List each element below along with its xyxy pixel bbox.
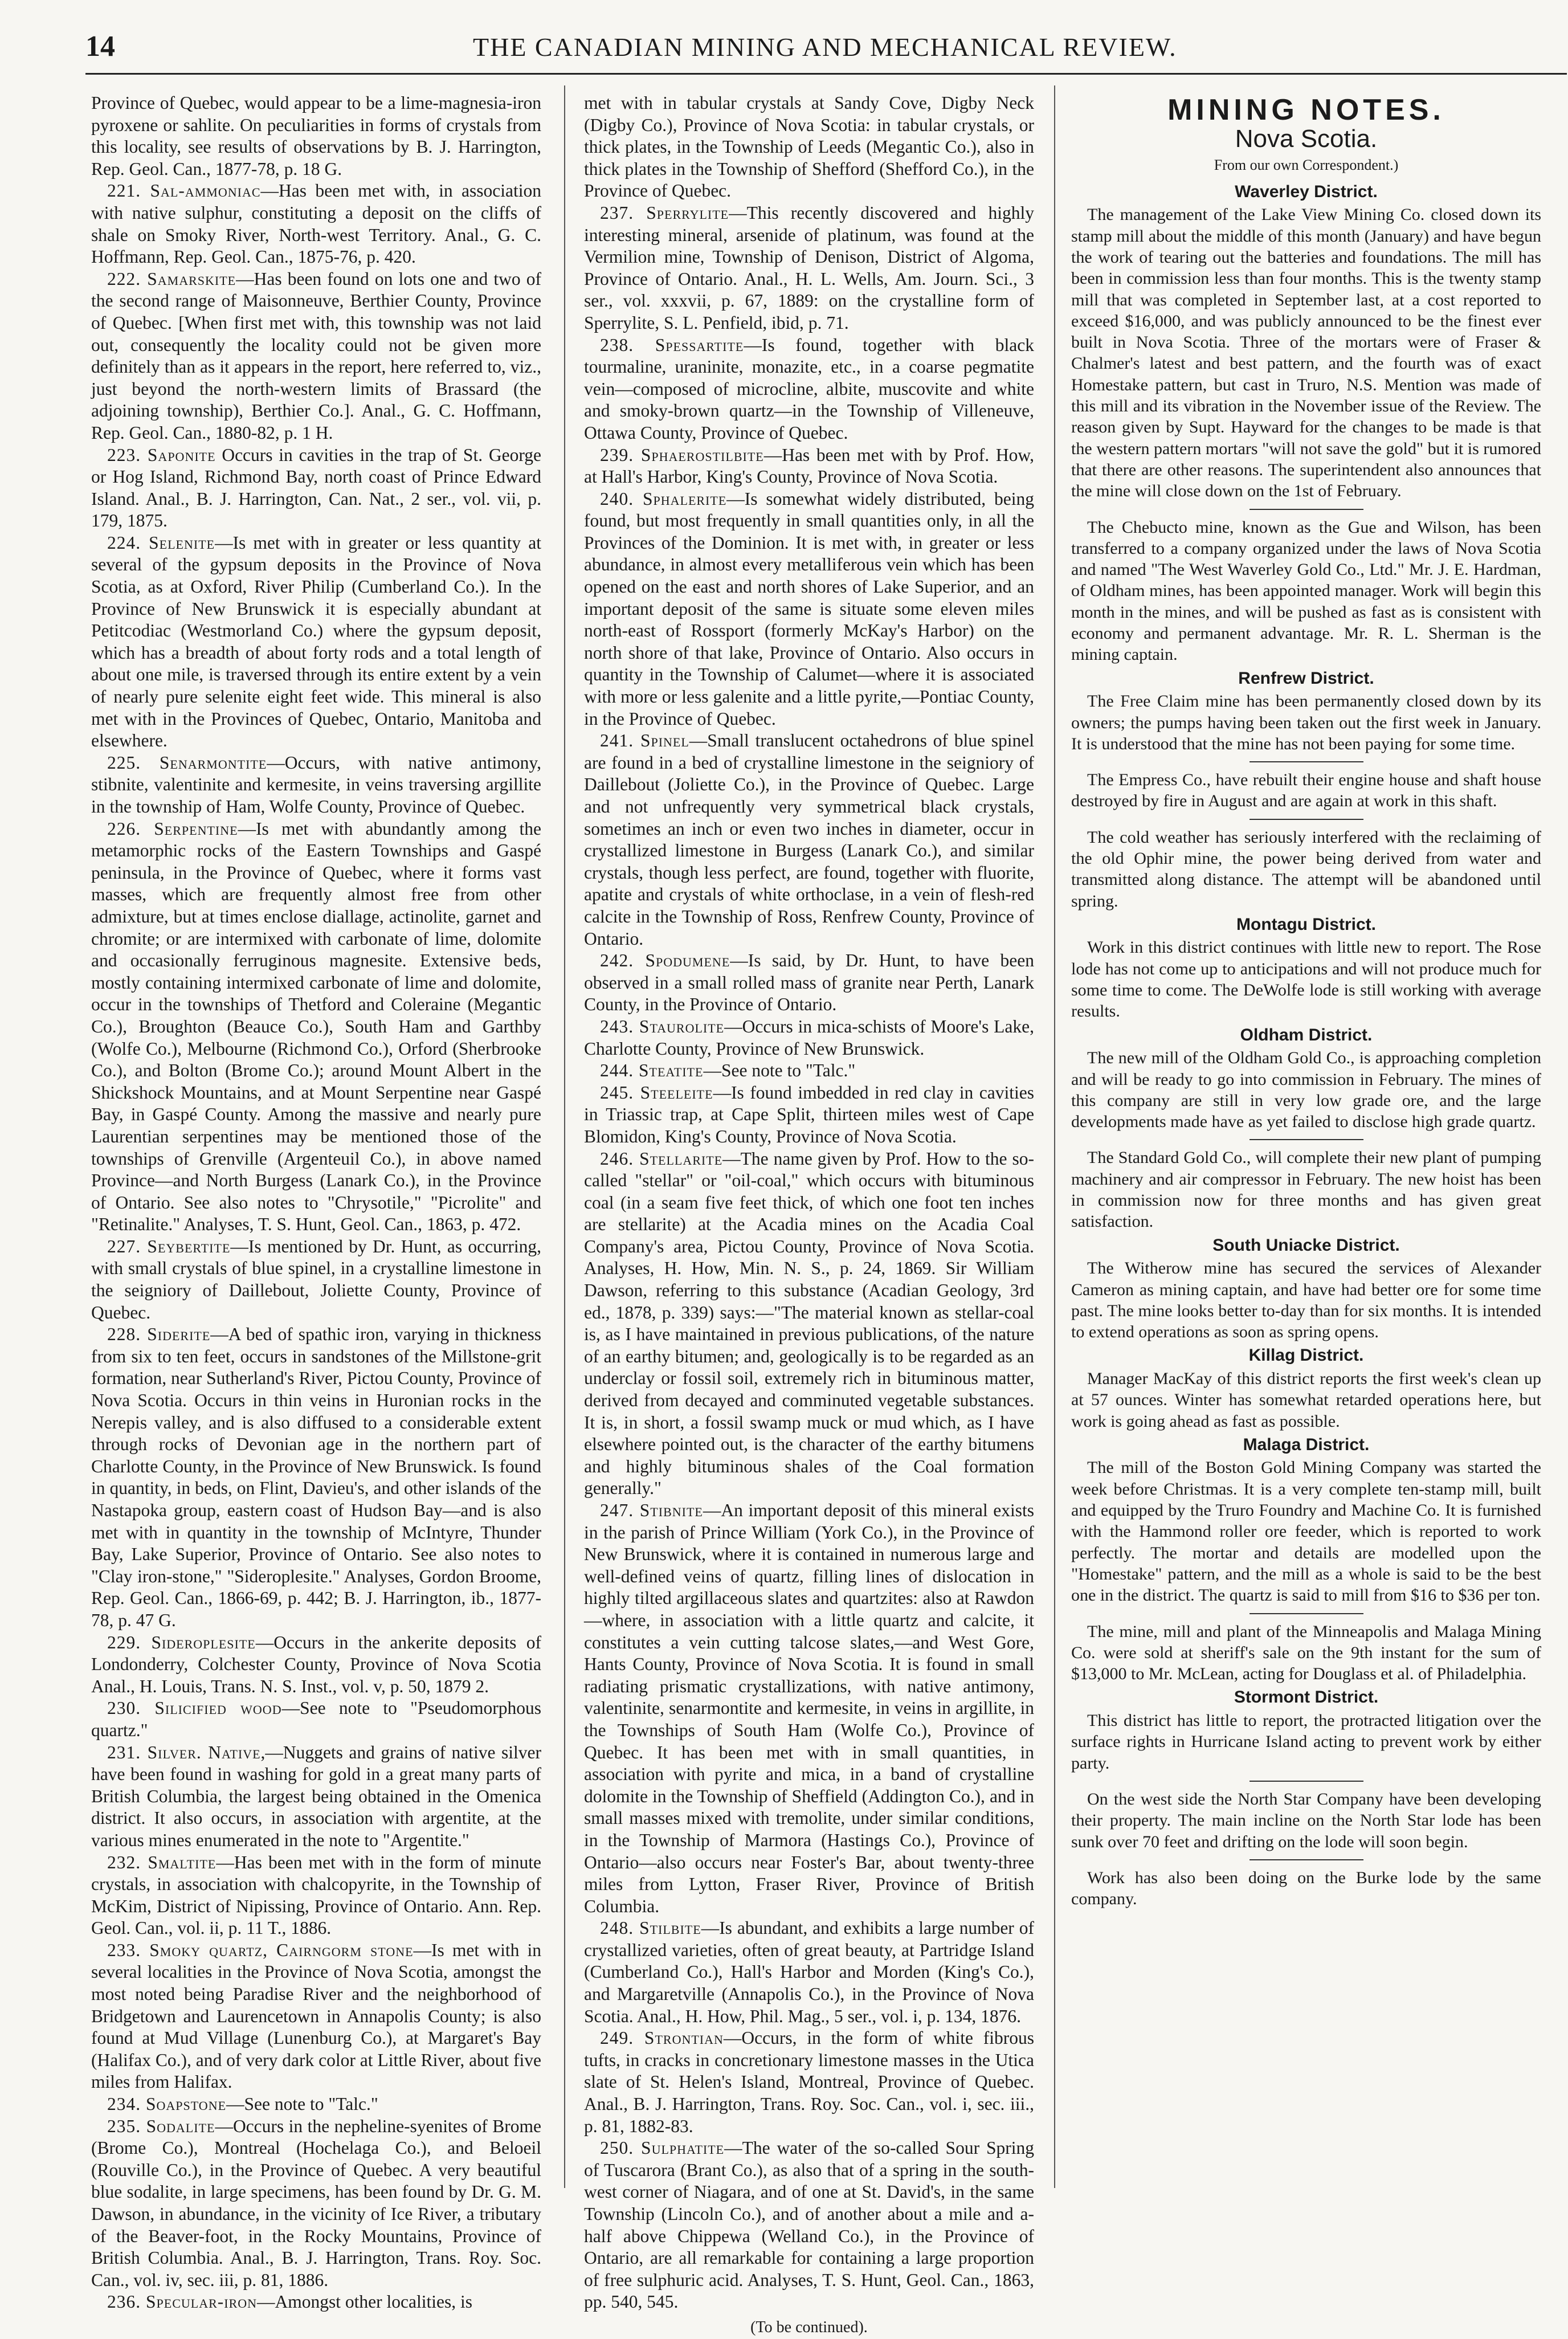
- to-be-continued: (To be continued).: [750, 2318, 868, 2336]
- page-header: [85, 26, 1567, 66]
- column-one: [91, 92, 542, 2312]
- entry-text: —Has been met with in the form of minute crystals, in association with chalcopyrite, in the Township of McKim, District of Nipissing, Province of Ontario. Ann. Rep. Geol. Can., vol. ii, p. 11 T., 1886.: [91, 1852, 541, 1938]
- entry-text: —See note to "Pseudomorphous quartz.": [91, 1698, 541, 1740]
- entry-text: —See note to "Talc.": [703, 1060, 856, 1081]
- entry-text: Province of Quebec, would appear to be a lime-magnesia-iron pyroxene or sahlite. On peculiarities in forms of crystals from this locality, see results of observations by B. J. Harrington, Rep. Geol. Can., 1877-78, p. 18 G.: [91, 93, 541, 179]
- entry-text: —Occurs in the nepheline-syenites of Brome (Brome Co.), Montreal (Hochelaga Co.), and Beloeil (Rouville Co.), in the Province of Quebec. A very beautiful blue sodalite, in large specimens, has been found by Dr. G. M. Dawson, in abundance, in the vicinity of Ice River, a tributary of the Beaver-foot, in the Rocky Mountains, Province of British Columbia. Anal., B. J. Harrington, Trans. Roy. Soc. Can., vol. iv, sec. iii, p. 81, 1886.: [91, 2116, 541, 2290]
- district-heading: Stormont District.: [1234, 1688, 1379, 1707]
- entry-label: 223. Saponite: [107, 444, 216, 465]
- mineral-entry: [584, 1060, 1034, 1082]
- news-paragraph: The Empress Co., have rebuilt their engine house and shaft house destroyed by fire in August and are again at work in this shaft.: [1071, 770, 1541, 811]
- entry-text: —Has been found on lots one and two of the second range of Maisonneuve, Berthier County, Province of Quebec. [When first met with, this township was not laid out, consequently the locality could not be given more definitely than as it appears in the report, here referred to, viz., just beyond the north-western limits of Brassard (the adjoining township), Berthier Co.]. Anal., G. C. Hoffmann, Rep. Geol. Can., 1880-82, p. 1 H.: [91, 268, 541, 443]
- news-paragraph: The Chebucto mine, known as the Gue and Wilson, has been transferred to a company organized under the laws of Nova Scotia and named "The West Waverley Gold Co., Ltd." Mr. J. E. Hardman, of Oldham mines, has been appointed manager. Work will begin this month in the mines, and will be pushed as fast as is consistent with economy and permanent advantage. Mr. R. L. Sherman is the mining captain.: [1071, 517, 1541, 664]
- entry-text: —Is met with in greater or less quantity at several of the gypsum deposits in the Province of Nova Scotia, as at Oxford, River Philip (Cumberland Co.). In the Province of New Brunswick it is especially abundant at Petitcodiac (Westmorland Co.) where the gypsum deposit, which has a breadth of about forty rods and a total length of about one mile, is traversed through its entire extent by a vein of nearly pure selenite eight feet wide. This mineral is also met with in the Provinces of Quebec, Ontario, Manitoba and elsewhere.: [91, 532, 541, 751]
- mineral-entry: [91, 1324, 541, 1631]
- news-paragraph: Manager MacKay of this district reports the first week's clean up at 57 ounces. Winter has somewhat retarded operations here, but work is going ahead as fast as possible.: [1071, 1369, 1541, 1431]
- mining-notes-column: [1071, 92, 1541, 2178]
- entry-label: 241. Spinel: [600, 730, 689, 751]
- entry-label: 240. Sphalerite: [600, 488, 727, 509]
- column-divider: [564, 85, 565, 2188]
- entry-label: 245. Steeleite: [600, 1082, 713, 1103]
- entry-label: 231. Silver. Native: [107, 1742, 261, 1762]
- entry-label: 238. Spessartite: [600, 334, 744, 355]
- entry-text: —An important deposit of this mineral exists in the parish of Prince William (York Co.), in the Province of New Brunswick, where it is contained in numerous large and well-defined veins of quartz, filling lines of dislocation in highly tilted argillaceous slates and quartzites: also at Rawdon—where, in association with a little quartz and calcite, it constitutes a vein cutting talcose slates,—and West Gore, Hants County, Province of Nova Scotia. It is found in small radiating prismatic crystallizations, with native antimony, valentinite, senarmontite and kermesite, in veins in argillite, in the Townships of South Ham (Wolfe Co.), Province of Quebec. It has been met with in small quantities, in association with pyrite and mica, in a band of crystalline dolomite in the Township of Sheffield (Addington Co.), and in small masses mixed with tremolite, under similar conditions, in the Township of Marmora (Hastings Co.), Province of Ontario—also occurs near Foster's Bar, about twenty-three miles from Lytton, Fraser River, Province of British Columbia.: [584, 1500, 1034, 1916]
- entry-label: 243. Staurolite: [600, 1016, 725, 1036]
- mineral-entry: [91, 180, 541, 268]
- entry-label: 226. Serpentine: [107, 818, 238, 839]
- mineral-entry: [584, 1917, 1034, 2027]
- news-paragraph: The cold weather has seriously interfered with the reclaiming of the old Ophir mine, the power being derived from water and transmitted along distance. The attempt will be abandoned until spring.: [1071, 827, 1541, 911]
- mineral-entry: [91, 1632, 541, 1698]
- news-paragraph: The mine, mill and plant of the Minneapolis and Malaga Mining Co. were sold at sheriff's sale on the 9th instant for the sum of $13,000 to Mr. McLean, acting for Douglass et al. of Philadelphia.: [1071, 1622, 1541, 1684]
- mineral-entry: [584, 730, 1034, 950]
- entry-text: —Is found, together with black tourmaline, uraninite, monazite, etc., in a coarse pegmatite vein—composed of microcline, albite, muscovite and white and smoky-brown quartz—in the Township of Villeneuve, Ottawa County, Province of Quebec.: [584, 334, 1034, 443]
- entry-label: 225. Senarmontite: [107, 752, 267, 773]
- district-heading: Waverley District.: [1235, 182, 1378, 201]
- entry-text: —Is found imbedded in red clay in cavities in Triassic trap, at Cape Split, thirteen miles west of Cape Blomidon, King's County, Province of Nova Scotia.: [584, 1082, 1034, 1146]
- news-paragraph: This district has little to report, the protracted litigation over the surface rights in Hurricane Island acting to prevent work by either party.: [1071, 1711, 1541, 1773]
- entry-label: 221. Sal-ammoniac: [107, 181, 261, 201]
- note-separator: [1250, 1781, 1363, 1782]
- column-two: [584, 92, 1035, 2336]
- entry-text: —Occurs in the ankerite deposits of Londonderry, Colchester County, Province of Nova Scotia Anal., H. Louis, Trans. N. S. Inst., vol. v, p. 50, 1879 2.: [91, 1632, 541, 1696]
- entry-text: —A bed of spathic iron, varying in thickness from six to ten feet, occurs in sandstones of the Millstone-grit formation, near Sutherland's River, Pictou County, Province of Nova Scotia. Occurs in thin veins in Huronian rocks in the Nerepis valley, and is also diffused to a considerable extent through rocks of Devonian age in the northern part of Charlotte County, in the Province of New Brunswick. Is found in quantity, in beds, on Flint, Davieu's, and other islands of the Nastapoka group, eastern coast of Hudson Bay—and is also met with in quantity in the township of McIntyre, Thunder Bay, Lake Superior, Province of Ontario. See also notes to "Clay iron-stone," "Sideroplesite." Analyses, Gordon Broome, Rep. Geol. Can., 1866-69, p. 442; B. J. Harrington, ib., 1877-78, p. 47 G.: [91, 1324, 541, 1630]
- mineral-entry: [91, 1742, 541, 1852]
- district-heading: South Uniacke District.: [1212, 1235, 1400, 1255]
- mineral-entry: [584, 92, 1034, 202]
- mineral-entry: [584, 2137, 1034, 2313]
- entry-label: 236. Specular-iron: [107, 2292, 258, 2312]
- entry-text: —Has been met with, in association with native sulphur, constituting a deposit on the cliffs of shale on Smoky River, North-west Territory. Anal., G. C. Hoffmann, Rep. Geol. Can., 1875-76, p. 420.: [91, 181, 542, 267]
- news-paragraph: Work in this district continues with little new to report. The Rose lode has not come up to anticipations and will not produce much for some time to come. The DeWolfe lode is still working with average results.: [1071, 938, 1541, 1021]
- running-title: THE CANADIAN MINING AND MECHANICAL REVIEW.: [473, 32, 1177, 62]
- news-paragraph: The mill of the Boston Gold Mining Company was started the week before Christmas. It is a very complete ten-stamp mill, built and equipped by the Truro Foundry and Machine Co. It is furnished with the Hammond roller ore feeder, which is reported to work perfectly. The mortar and details are modelled upon the "Homestake" pattern, and the mill as a whole is said to be the best one in the district. The quartz is said to mill from $16 to $36 per ton.: [1071, 1458, 1541, 1605]
- mineral-entry: [91, 818, 541, 1236]
- entry-text: —Has been met with by Prof. How, at Hall's Harbor, King's County, Province of Nova Scotia.: [584, 444, 1034, 487]
- entry-label: 233. Smoky quartz, Cairngorm stone: [107, 1940, 414, 1960]
- mineral-entry: [91, 1236, 541, 1324]
- news-paragraph: The Standard Gold Co., will complete their new plant of pumping machinery and air compressor in February. The new hoist has been in commission now for three months and has given great satisfaction.: [1071, 1148, 1541, 1231]
- news-paragraph: The management of the Lake View Mining Co. closed down its stamp mill about the middle of this month (January) and have begun the work of tearing out the batteries and foundations. The mill has been in commission less than four months. This is the twenty stamp mill that was completed in September last, at a cost reported to exceed $16,000, and was publicly announced to be the finest ever built in Nova Scotia. Three of the mortars were of Fraser & Chalmer's latest and best pattern, and the fourth was of exact Homestake pattern, but cast in Truro, N.S. Mention was made of this mill and its vibration in the November issue of the Review. The reason given by Supt. Hayward for the changes to be made is that the western pattern mortars "will not save the gold" but it is rumored that there are other reasons. The superintendent also announces that the mine will close down on the 1st of February.: [1071, 205, 1541, 501]
- news-paragraph: On the west side the North Star Company have been developing their property. The main incline on the North Star lode has been sunk over 70 feet and drifting on the lode will soon begin.: [1071, 1789, 1541, 1851]
- mineral-entry: [584, 444, 1034, 488]
- entry-label: 250. Sulphatite: [600, 2138, 725, 2158]
- mineral-entry: [91, 1852, 541, 1940]
- province-heading: Nova Scotia.: [1235, 124, 1378, 153]
- entry-text: —Is somewhat widely distributed, being found, but most frequently in small quantities only, in all the Provinces of the Dominion. It is met with, in greater or less abundance, in almost every metalliferous vein which has been opened on the east and north shores of Lake Superior, and an important deposit of the same is situate some eleven miles north-east of Rossport (formerly McKay's Harbor) on the north shore of that lake, Province of Ontario. Also occurs in quantity in the Township of Calumet—where it is associated with more or less galenite and a little pyrite,—Pontiac County, in the Province of Quebec.: [584, 488, 1034, 729]
- correspondent-byline: From our own Correspondent.): [1214, 157, 1399, 174]
- entry-text: —This recently discovered and highly interesting mineral, arsenide of platinum, was found at the Vermilion mine, Township of Denison, District of Algoma, Province of Ontario. Anal., H. L. Wells, Am. Journ. Sci., 3 ser., vol. xxxvii, p. 67, 1889: on the crystalline form of Sperrylite, S. L. Penfield, ibid, p. 71.: [584, 202, 1034, 333]
- mineral-entry: [584, 950, 1034, 1016]
- mineral-entry: [584, 1500, 1034, 1917]
- entry-label: 228. Siderite: [107, 1324, 211, 1345]
- page-number: 14: [85, 30, 115, 63]
- news-paragraph: Work has also been doing on the Burke lode by the same company.: [1071, 1868, 1541, 1909]
- mineral-entry: [91, 1940, 541, 2093]
- mineral-entry: [91, 444, 541, 532]
- entry-text: —Is mentioned by Dr. Hunt, as occurring, with small crystals of blue spinel, in a crystalline limestone in the seigniory of Daillebout, Joliette County, Province of Quebec.: [91, 1236, 541, 1322]
- mineral-entry: [91, 532, 541, 752]
- entry-text: —Is met with in several localities in the Province of Nova Scotia, amongst the most noted being Paradise River and the neighborhood of Bridgetown and Laurencetown in Annapolis County; is also found at Mud Village (Lunenburg Co.), at Margaret's Bay (Halifax Co.), and of very dark color at Little River, about five miles from Halifax.: [91, 1940, 541, 2092]
- note-separator: [1250, 1139, 1363, 1140]
- mineral-entry: [584, 334, 1034, 444]
- entry-label: 246. Stellarite: [600, 1148, 723, 1169]
- mineral-entry: [91, 268, 541, 444]
- entry-label: 235. Sodalite: [107, 2116, 215, 2136]
- mineral-entry: [584, 1148, 1034, 1500]
- entry-label: 224. Selenite: [107, 532, 215, 553]
- note-separator: [1250, 761, 1363, 762]
- entry-label: 227. Seybertite: [107, 1236, 231, 1256]
- entry-label: 232. Smaltite: [107, 1852, 217, 1872]
- note-separator: [1250, 819, 1363, 820]
- mineral-entry: [584, 1016, 1034, 1060]
- mineral-entry: [584, 1082, 1034, 1148]
- note-separator: [1250, 1859, 1363, 1860]
- district-heading: Malaga District.: [1243, 1435, 1370, 1454]
- entry-label: 239. Sphaerostilbite: [600, 444, 764, 465]
- note-separator: [1250, 1613, 1363, 1614]
- entry-text: —The name given by Prof. How to the so-called "stellar" or "oil-coal," which occurs with bituminous coal (in a seam five feet thick, of which one foot ten inches are stellarite) at the Acadia mines on the Acadia Coal Company's area, Pictou County, Province of Nova Scotia. Analyses, H. How, Min. N. S., p. 24, 1869. Sir William Dawson, referring to this substance (Acadian Geology, 3rd ed., 1878, p. 339) says:—"The material known as stellar-coal is, as I have maintained in previous publications, of the nature of an earthy bitumen; and, geologically is to be regarded as an underclay or fossil soil, extremely rich in bituminous matter, derived from decayed and comminuted vegetable substances. It is, in short, a fossil swamp muck or mud which, as I have elsewhere pointed out, is the character of the earthy bitumens and highly bituminous shales of the Coal formation generally.": [584, 1148, 1034, 1499]
- entry-label: 222. Samarskite: [107, 268, 236, 289]
- entry-text: ,—Nuggets and grains of native silver have been found in washing for gold in a great many parts of British Columbia, the largest being obtained in the Omenica district. It also occurs, in association with argentite, at the various mines enumerated in the note to "Argentite.": [91, 1742, 541, 1850]
- mineral-entry: [584, 202, 1034, 334]
- district-heading: Killag District.: [1248, 1346, 1364, 1365]
- mineral-entry: [91, 2291, 541, 2313]
- entry-label: 244. Steatite: [600, 1060, 704, 1081]
- entry-text: —Is met with abundantly among the metamorphic rocks of the Eastern Townships and Gaspé peninsula, in the Province of Quebec, where it forms vast masses, which are frequently almost free from other admixture, but at times enclose diallage, actinolite, garnet and chromite; or are intermixed with carbonate of lime, dolomite and occasionally ferruginous magnesite. Extensive beds, mostly containing intermixed carbonate of lime and dolomite, occur in the townships of Thetford and Coleraine (Megantic Co.), Broughton (Beauce Co.), South Ham and Garthby (Wolfe Co.), Melbourne (Richmond Co.), Orford (Sherbrooke Co.), and Bolton (Brome Co.); around Mount Albert in the Shickshock Mountains, and at Mount Serpentine near Gaspé Bay, in Gaspé County. Among the massive and nearly pure Laurentian serpentines may be mentioned those of the townships of Grenville (Argenteuil Co.), in above named Province—and North Burgess (Lanark Co.), in the Province of Ontario. See also notes to "Chrysotile," "Picrolite" and "Retinalite." Analyses, T. S. Hunt, Geol. Can., 1863, p. 472.: [91, 818, 541, 1235]
- entry-text: —Occurs, in the form of white fibrous tufts, in cracks in concretionary limestone masses in the Utica slate of St. Helen's Island, Montreal, Province of Quebec. Anal., B. J. Harrington, Trans. Roy. Soc. Can., vol. i, sec. iii., p. 81, 1882-83.: [584, 2028, 1035, 2136]
- mineral-entry: [91, 2116, 541, 2292]
- entry-label: 248. Stilbite: [600, 1918, 701, 1938]
- mineral-entry: [91, 1697, 541, 1741]
- entry-text: Occurs in cavities in the trap of St. George or Hog Island, Richmond Bay, north coast of Prince Edward Island. Anal., B. J. Harrington, Can. Nat., 2 ser., vol. vii, p. 179, 1875.: [91, 444, 541, 531]
- column-divider: [1054, 85, 1055, 2188]
- entry-label: 230. Silicified wood: [107, 1698, 282, 1718]
- entry-text: —Is abundant, and exhibits a large number of crystallized varieties, often of great beauty, at Partridge Island (Cumberland Co.), Hall's Harbor and Morden (King's Co.), and Margaretville (Annapolis Co.), in the Province of Nova Scotia. Anal., H. How, Phil. Mag., 5 ser., vol. i, p. 134, 1876.: [584, 1918, 1034, 2026]
- mineral-entry: [91, 752, 541, 818]
- entry-text: —Small translucent octahedrons of blue spinel are found in a bed of crystalline limestone in the seigniory of Daillebout (Joliette Co.), in the Province of Quebec. Large and not unfrequently very symmetrical black crystals, sometimes an inch or even two inches in diameter, occur in crystallized limestone in Burgess (Lanark Co.), and similar crystals, though less perfect, are found, together with fluorite, apatite and crystals of white orthoclase, in a vein of flesh-red calcite in the Township of Ross, Renfrew County, Province of Ontario.: [584, 730, 1034, 949]
- entry-text: —See note to "Talc.": [226, 2094, 378, 2115]
- district-heading: Renfrew District.: [1238, 668, 1374, 688]
- mineral-entry: [584, 2027, 1034, 2137]
- district-heading: Montagu District.: [1236, 915, 1376, 934]
- news-paragraph: The Witherow mine has secured the services of Alexander Cameron as mining captain, and have had better ore for some time past. The mine looks better to-day than for six months. It is intended to extend operations as soon as spring opens.: [1071, 1259, 1541, 1342]
- entry-text: met with in tabular crystals at Sandy Cove, Digby Neck (Digby Co.), Province of Nova Scotia: in tabular crystals, or thick plates, in the Township of Leeds (Megantic Co.), also in thick plates in the Township of Shefford (Shefford Co.), in the Province of Quebec.: [584, 93, 1034, 201]
- news-paragraph: The Free Claim mine has been permanently closed down by its owners; the pumps having been taken out the first week in January. It is understood that the mine has not been paying for some time.: [1071, 692, 1541, 753]
- entry-text: —The water of the so-called Sour Spring of Tuscarora (Brant Co.), as also that of a spring in the south-west corner of Niagara, and of one at St. David's, in the same Township (Lincoln Co.), and of another about a mile and a-half above Chippewa (Welland Co.), in the Province of Ontario, are all remarkable for containing a large proportion of free sulphuric acid. Analyses, T. S. Hunt, Geol. Can., 1863, pp. 540, 545.: [584, 2138, 1034, 2312]
- note-separator: [1250, 509, 1363, 510]
- entry-label: 242. Spodumene: [600, 950, 730, 971]
- entry-text: —Occurs in mica-schists of Moore's Lake, Charlotte County, Province of New Brunswick.: [584, 1016, 1034, 1059]
- mineral-entry: [584, 488, 1034, 730]
- entry-label: 237. Sperrylite: [600, 202, 729, 223]
- entry-label: 229. Sideroplesite: [107, 1632, 256, 1652]
- entry-label: 234. Soapstone: [107, 2094, 227, 2115]
- entry-label: 249. Strontian: [600, 2028, 724, 2048]
- mineral-entry: [91, 2093, 541, 2116]
- news-paragraph: The new mill of the Oldham Gold Co., is approaching completion and will be ready to go into commission in February. The mines of this company are still in very low grade ore, and the large developments made have as yet failed to disclose high grade quartz.: [1071, 1048, 1541, 1132]
- header-rule: [85, 73, 1567, 75]
- entry-text: —Occurs, with native antimony, stibnite, valentinite and kermesite, in veins traversing argillite in the township of Ham, Wolfe County, Province of Quebec.: [91, 752, 541, 817]
- entry-text: —Is said, by Dr. Hunt, to have been observed in a small rolled mass of granite near Perth, Lanark County, in the Province of Ontario.: [584, 950, 1035, 1015]
- entry-label: 247. Stibnite: [600, 1500, 703, 1520]
- mining-notes-heading: MINING NOTES.: [1167, 93, 1445, 126]
- entry-text: —Amongst other localities, is: [257, 2292, 472, 2312]
- district-heading: Oldham District.: [1240, 1025, 1373, 1044]
- mineral-entry: [91, 92, 541, 180]
